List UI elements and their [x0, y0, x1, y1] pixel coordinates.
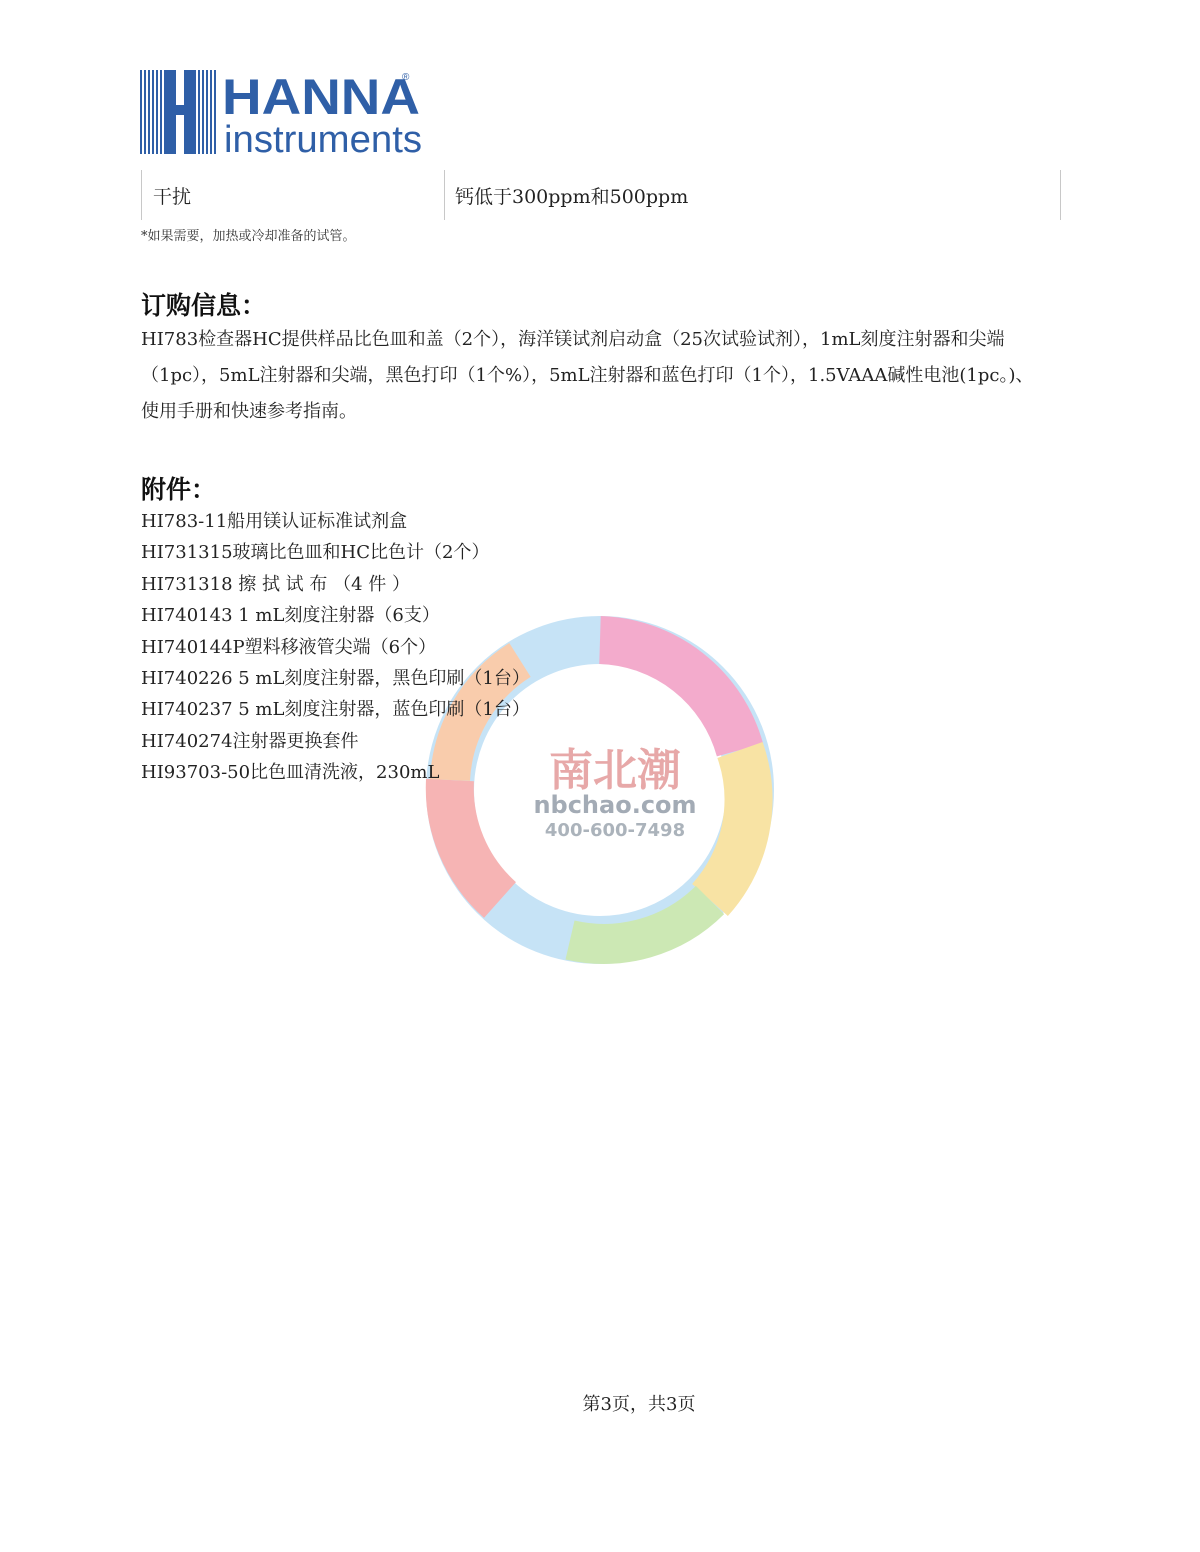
hanna-instruments-logo [140, 70, 430, 156]
spec-label: 干扰 [153, 185, 192, 208]
watermark-site: nbchao.com [533, 791, 697, 819]
list-item: HI740274注射器更换套件 [141, 730, 359, 752]
accessories-title: 附件： [141, 475, 217, 504]
list-item: HI93703-50比色皿清洗液，230mL [141, 762, 440, 784]
ordering-title: 订购信息： [141, 291, 267, 320]
list-item: HI740237 5 mL刻度注射器，蓝色印刷（1台） [141, 699, 530, 721]
page-number: 第3页，共3页 [582, 1394, 696, 1415]
logo-registered-mark: ® [402, 72, 410, 83]
list-item: HI731318 擦 拭 试 布 （4 件 ） [141, 573, 411, 595]
list-item: HI740143 1 mL刻度注射器（6支） [141, 605, 440, 627]
logo-brand-text: HANNA [222, 70, 420, 125]
spec-label-cell [142, 170, 445, 220]
watermark-phone: 400-600-7498 [544, 820, 686, 841]
spec-table [141, 170, 1061, 220]
accessories-list [141, 506, 530, 789]
list-item: HI731315玻璃比色皿和HC比色计（2个） [141, 542, 490, 564]
spec-value-cell [445, 170, 688, 220]
logo-sub-text: instruments [224, 119, 422, 156]
list-item: HI740226 5 mL刻度注射器，黑色印刷（1台） [141, 668, 530, 690]
list-item: HI783-11船用镁认证标准试剂盒 [141, 511, 408, 532]
ordering-text: HI783检查器HC提供样品比色皿和盖（2个），海洋镁试剂启动盒（25次试验试剂），1mL刻度注射器和尖端（1pc），5mL注射器和尖端，黑色打印（1个%），5mL注射器和蓝色打印（1个），1.5VAAA碱性电池(1pc。)、使用手册和快速参考指南。 [141, 329, 1034, 422]
watermark-name: 南北潮 [549, 745, 681, 796]
list-item: HI740144P塑料移液管尖端（6个） [141, 636, 437, 658]
footnote: *如果需要，加热或冷却准备的试管。 [141, 229, 356, 244]
spec-value: 钙低于300ppm和500ppm [455, 185, 689, 208]
